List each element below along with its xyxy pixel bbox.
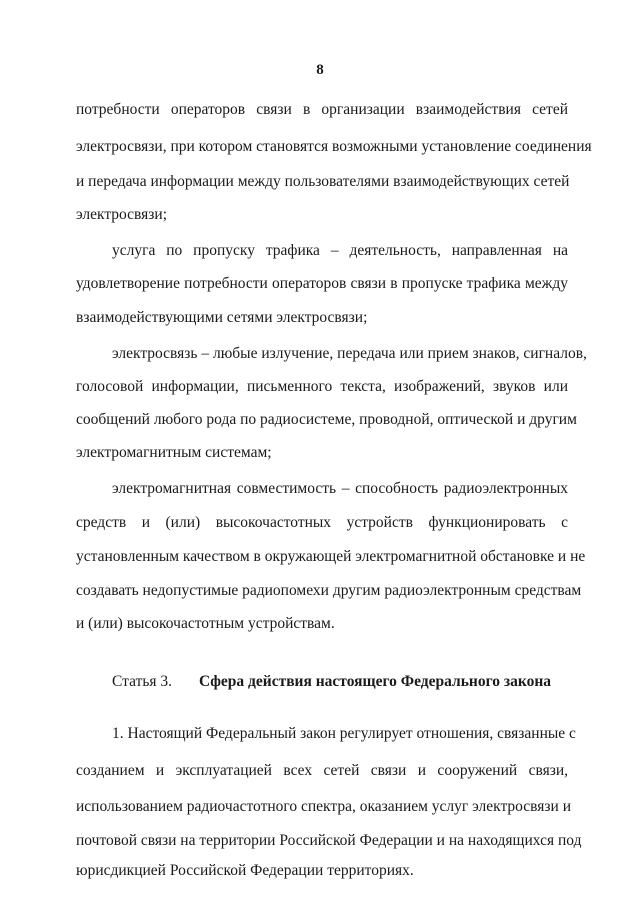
- text-line: 1. Настоящий Федеральный закон регулирует отношения, связанные с: [112, 725, 576, 742]
- article-number: Статья 3.: [112, 673, 173, 690]
- text-line: электромагнитная совместимость – способность радиоэлектронных: [112, 480, 568, 497]
- text-line: услуга по пропуску трафика – деятельность, направленная на: [112, 242, 568, 259]
- text-line: сообщений любого рода по радиосистеме, проводной, оптической и другим: [76, 411, 577, 428]
- text-line: средств и (или) высокочастотных устройств функционировать с: [76, 514, 568, 531]
- text-line: электросвязи, при котором становятся возможными установление соединения: [76, 138, 592, 155]
- text-line: и (или) высокочастотным устройствам.: [76, 615, 335, 632]
- text-line: почтовой связи на территории Российской Федерации и на находящихся под: [76, 832, 582, 849]
- article-title: Сфера действия настоящего Федерального закона: [199, 673, 552, 690]
- text-line: создавать недопустимые радиопомехи другим радиоэлектронным средствам: [76, 582, 582, 599]
- text-line: удовлетворение потребности операторов связи в пропуске трафика между: [76, 275, 568, 292]
- text-line: электросвязи;: [76, 206, 168, 223]
- text-line: электросвязь – любые излучение, передача или прием знаков, сигналов,: [112, 345, 587, 362]
- text-line: юрисдикцией Российской Федерации территориях.: [76, 862, 414, 879]
- text-line: взаимодействующими сетями электросвязи;: [76, 309, 368, 326]
- text-line: электромагнитным системам;: [76, 444, 272, 461]
- text-line: потребности операторов связи в организации взаимодействия сетей: [76, 101, 568, 118]
- text-line: голосовой информации, письменного текста, изображений, звуков или: [76, 378, 568, 395]
- page-number: 8: [316, 62, 324, 78]
- text-line: установленным качеством в окружающей электромагнитной обстановке и не: [76, 548, 586, 565]
- text-line: использованием радиочастотного спектра, оказанием услуг электросвязи и: [76, 798, 572, 815]
- text-line: созданием и эксплуатацией всех сетей связи и сооружений связи,: [76, 762, 568, 779]
- text-line: и передача информации между пользователями взаимодействующих сетей: [76, 173, 570, 190]
